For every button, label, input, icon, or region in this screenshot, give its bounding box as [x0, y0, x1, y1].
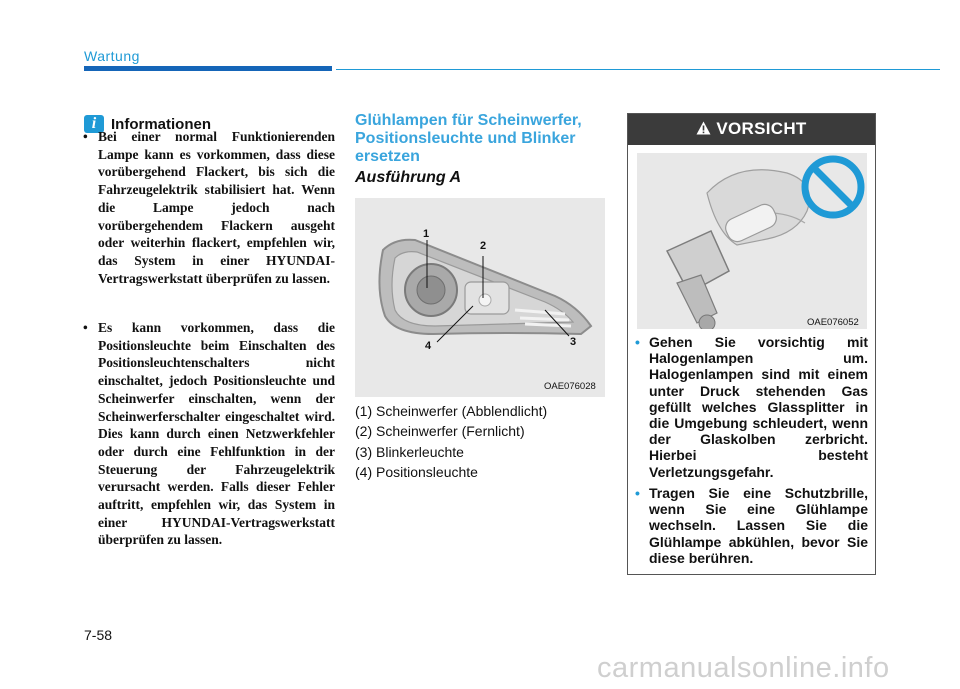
bullet-dot: • — [83, 320, 88, 335]
warning-header — [628, 114, 875, 145]
section-title: Wartung — [84, 48, 140, 64]
info-bullet — [83, 319, 335, 549]
bullet-dot: • — [635, 485, 640, 501]
callout-3: 3 — [570, 336, 577, 348]
callout-1: 1 — [423, 228, 430, 240]
watermark: carmanualsonline.info — [597, 652, 890, 684]
legend-item: (2) Scheinwerfer (Fernlicht) — [355, 423, 525, 440]
figure-code: OAE076028 — [544, 381, 596, 392]
legend-item: (4) Positionsleuchte — [355, 463, 478, 480]
variant-heading: Ausführung A — [355, 169, 462, 186]
warning-bullet-text: Tragen Sie eine Schutzbrille, wenn Sie eine Glühlampe wechseln. Lassen Sie die Glühlampe abkühlen, bevor Sie diese berühren. — [649, 485, 868, 566]
bullet-dot: • — [83, 129, 88, 144]
info-icon: i — [84, 115, 104, 133]
bulb-figure — [637, 153, 867, 329]
warning-title: VORSICHT — [716, 119, 807, 138]
info-bullet-text: Es kann vorkommen, dass die Positionsleuchte beim Einschalten des Positionsleuchtenschalters nicht einschaltet, jedoch Positionsleuchte und Scheinwerfer einschalten, wenn der Scheinwerferschalter eingeschaltet wird. Dies kann durch einen Netzwerkfehler oder durch eine Fehlfunktion in der Steuerung der Fahrzeugelektrik verursacht werden. Falls dieser Fehler auftritt, empfehlen wir, das System in einer HYUNDAI-Vertragswerkstatt überprüfen zu lassen. — [98, 320, 335, 548]
warning-bullet — [635, 485, 868, 566]
headlamp-illustration — [355, 198, 605, 397]
bullet-dot: • — [635, 334, 640, 350]
callout-2: 2 — [480, 240, 487, 252]
headlamp-figure — [355, 198, 605, 397]
header-rule-thin — [336, 69, 940, 70]
legend-item: (1) Scheinwerfer (Abblendlicht) — [355, 403, 548, 419]
legend-item: (3) Blinkerleuchte — [355, 443, 464, 460]
info-bullet-text: Bei einer normal Funktionierenden Lampe kann es vorkommen, dass diese vorübergehend Flackert, bis sich die Fahrzeugelektrik stabilisiert hat. Wenn die Lampe jedoch nach vorübergehendem Flackern ausgeht oder weiterhin flackert, empfehlen wir, das System in einer HYUNDAI-Vertragswerkstatt überprüfen zu lassen. — [98, 129, 335, 286]
callout-4: 4 — [425, 340, 432, 352]
warning-bullet — [635, 334, 868, 480]
procedure-title: Glühlampen für Scheinwerfer, Positionsleuchte und Blinker ersetzen — [355, 112, 582, 165]
info-bullet — [83, 128, 335, 287]
figure-legend — [355, 401, 547, 482]
info-title: Informationen — [111, 116, 211, 133]
page-number: 7-58 — [84, 627, 113, 643]
warning-bullet-text: Gehen Sie vorsichtig mit Halogenlampen um. Halogenlampen sind mit einem unter Druck stehenden Gas gefüllt welches Glassplitter in die Umgebung schleudert, wenn der Glaskolben zerbricht. Hierbei besteht Verletzungsgefahr. — [649, 334, 868, 480]
warning-triangle-icon — [696, 121, 711, 135]
warning-title-row — [628, 119, 875, 139]
bulb-illustration — [637, 153, 867, 329]
figure-code: OAE076052 — [807, 317, 859, 328]
header-rule-thick — [84, 66, 332, 71]
